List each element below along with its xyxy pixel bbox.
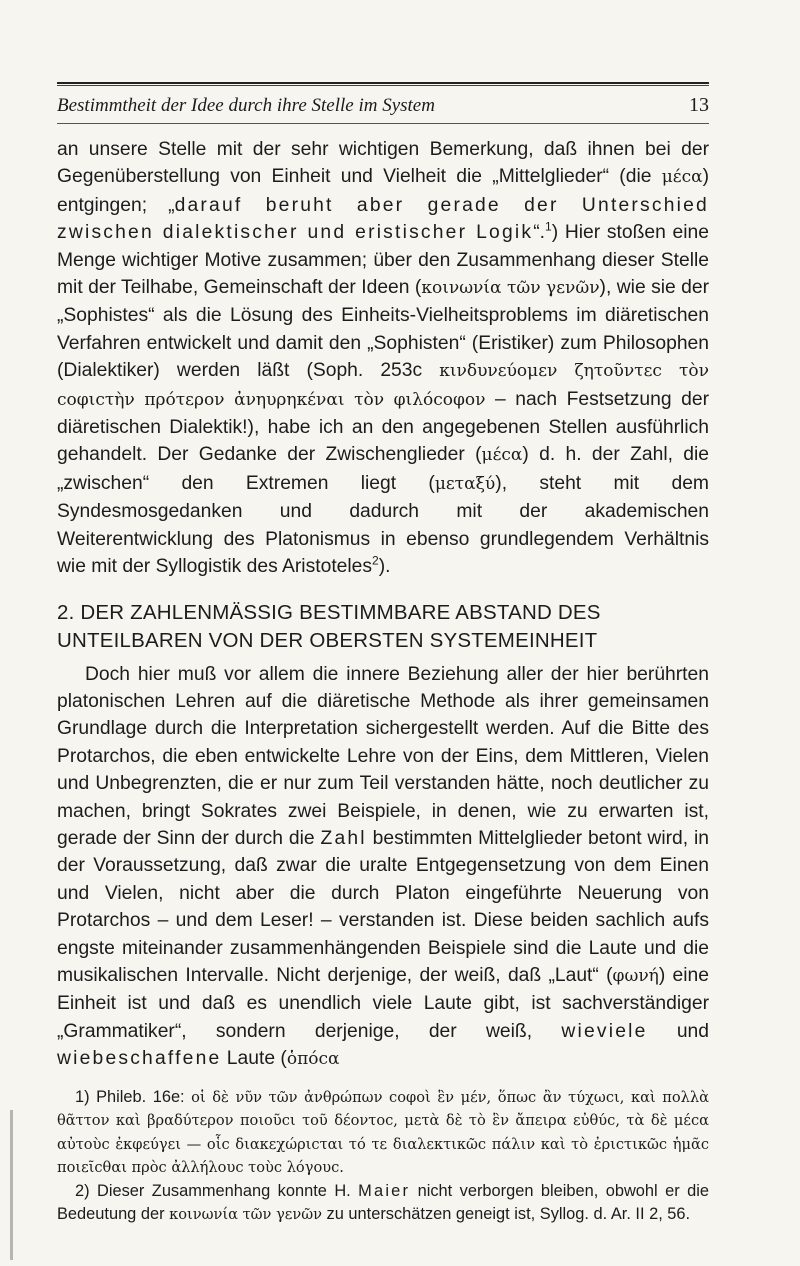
footnote-1 <box>57 1086 709 1180</box>
running-title: Bestimmtheit der Idee durch ihre Stelle im System <box>57 95 435 116</box>
greek-term: κοινωνία τῶν γενῶν <box>421 278 600 299</box>
section-heading: 2. DER ZAHLENMÄSSIG BESTIMMBARE ABSTAND DES UNTEILBAREN VON DER OBERSTEN SYSTEMEINHEIT <box>57 600 601 652</box>
greek-term: μέcα <box>661 167 703 188</box>
text-run: bestimmten Mittelglieder betont wird, in der Voraussetzung, daß zwar die uralte Entgegensetzung von dem Einen und Vielen, nicht aber die durch Platon eingeführte Neuerung von Protarchos – und dem Leser! – verstanden ist. Diese beiden sachlich aufs engste miteinander zusammenhängenden Beispiele sind die Laute und die musikalischen Intervalle. Nicht derjenige, der weiß, daß „Laut“ ( <box>57 827 709 986</box>
emphasis-spaced: Zahl <box>320 827 367 849</box>
footnote-ref-2: 2 <box>372 553 379 568</box>
text-run: ), steht mit dem Syndesmosgedanken und dadurch mit der akademischen Weiterentwicklung des Platonismus in ebenso grundlegendem Verhältnis wie mit der Syllogistik des Aristoteles <box>57 472 709 578</box>
emphasis-spaced: wieviele <box>561 1020 648 1042</box>
text-run: “. <box>533 222 545 244</box>
text-run: zu unterschätzen geneigt ist, Syllog. d. Ar. II 2, 56. <box>322 1204 691 1223</box>
text-run: an unsere Stelle mit der sehr wichtigen Bemerkung, daß ihnen bei der Gegenüberstellung von Einheit und Vielheit die „Mittelglieder“ (die <box>57 139 709 188</box>
book-page <box>57 82 709 1226</box>
text-run: ) entgingen; „ <box>57 166 709 216</box>
running-head <box>57 94 709 124</box>
text-run: ), wie sie der „Sophistes“ als die Lösung des Einheits-Vielheitsproblems im diäretischen Verfahren entwickelt und damit den „Sophisten“ (Eristiker) zum Philosophen (Dialektiker) werden läßt (Soph. 253c <box>57 277 709 382</box>
greek-term: ὁπόcα <box>286 1049 340 1070</box>
text-run: ). <box>378 556 391 578</box>
emphasis-spaced: darauf beruht aber gerade der Unterschied zwischen dialektischer und eristischer Logik <box>57 194 709 244</box>
header-rule <box>57 82 709 84</box>
header-rule-thin <box>57 85 709 86</box>
footnote-2 <box>57 1180 709 1226</box>
main-text <box>57 136 709 1074</box>
greek-term: φωνή <box>612 965 659 986</box>
text-run: Laute ( <box>221 1048 287 1070</box>
emphasis-spaced: wiebeschaffene <box>57 1048 222 1070</box>
text-run: ) eine Einheit ist und daß es unendlich viele Laute gibt, ist sachverständiger „Grammatiker“, sondern derjenige, der weiß, <box>57 964 710 1042</box>
paragraph-2 <box>57 661 709 1074</box>
author-name: Maier <box>358 1181 411 1200</box>
text-run: 2) Dieser Zusammenhang konnte H. <box>75 1181 359 1200</box>
text-run: Doch hier muß vor allem die innere Beziehung aller der hier berührten platonischen Lehren auf die diäretische Methode als ihrer gemeinsamen Grundlage durch die Interpretation sichergestellt werden. Auf die Bitte des Protarchos, die eben entwickelte Lehre von der Eins, dem Mittleren, Vielen und Unbegrenzten, die er nur zum Teil verstanden hätte, noch deutlicher zu machen, bringt Sokrates zwei Beispiele, in denen, wie zu erwarten ist, gerade der Sinn der durch die <box>57 663 709 849</box>
page-number: 13 <box>689 94 709 116</box>
text-run: ) Hier stoßen eine Menge wichtiger Motive zusammen; über den Zusammenhang dieser Stelle mit der Teilhabe, Gemeinschaft der Ideen ( <box>57 222 709 299</box>
text-run: – nach Festsetzung der diäretischen Dialektik!), habe ich an den angegebenen Stellen ausführlich gehandelt. Der Gedanke der Zwischenglieder ( <box>57 388 709 466</box>
greek-term: κοινωνία τῶν γενῶν <box>169 1205 322 1223</box>
text-run: nicht verborgen bleiben, obwohl er die Bedeutung der <box>57 1181 709 1223</box>
footnote-label: 1) Phileb. 16e: <box>75 1087 192 1106</box>
greek-quote: οἱ δὲ νῦν τῶν ἀνθρώπων cοφοὶ ἓν μέν, ὅπωc ἂν τύχωcι, καὶ πολλὰ θᾶττον καὶ βραδύτερον ποιοῦcι τοῦ δέοντοc, μετὰ δὲ τὸ ἓν ἄπειρα εὐθύc, τὰ δὲ μέcα αὐτοὺc ἐκφεύγει — οἷc διακεχώριcται τό τε διαλεκτικῶc πάλιν καὶ τὸ ἐριcτικῶc ἡμᾶc ποιεῖcθαι πρὸc ἀλλήλουc τοὺc λόγουc. <box>57 1088 709 1177</box>
greek-term: μέcα <box>481 445 523 466</box>
text-run: ) d. h. der Zahl, die „zwischen“ den Extremen liegt ( <box>57 444 709 494</box>
footnote-ref-1: 1 <box>545 219 552 234</box>
paragraph-1 <box>57 136 709 581</box>
footnotes <box>57 1086 709 1227</box>
greek-quote: κινδυνεύομεν ζητοῦντεc τὸν cοφιcτὴν πρότερον ἀνηυρηκέναι τὸν φιλόcοφον <box>57 361 709 410</box>
scan-edge-mark <box>10 1110 13 1260</box>
greek-term: μεταξύ <box>434 473 496 494</box>
text-run: und <box>647 1020 709 1042</box>
